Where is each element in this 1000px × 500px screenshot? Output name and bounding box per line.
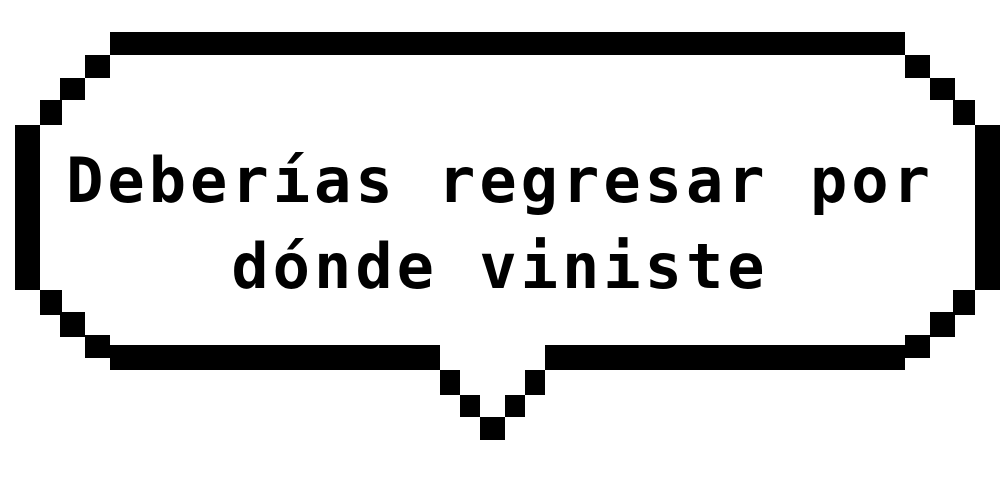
dialog-text xyxy=(40,138,960,310)
dialog-line-1: Deberías regresar por xyxy=(66,144,934,217)
dialog-line-2: dónde viniste xyxy=(231,230,769,303)
